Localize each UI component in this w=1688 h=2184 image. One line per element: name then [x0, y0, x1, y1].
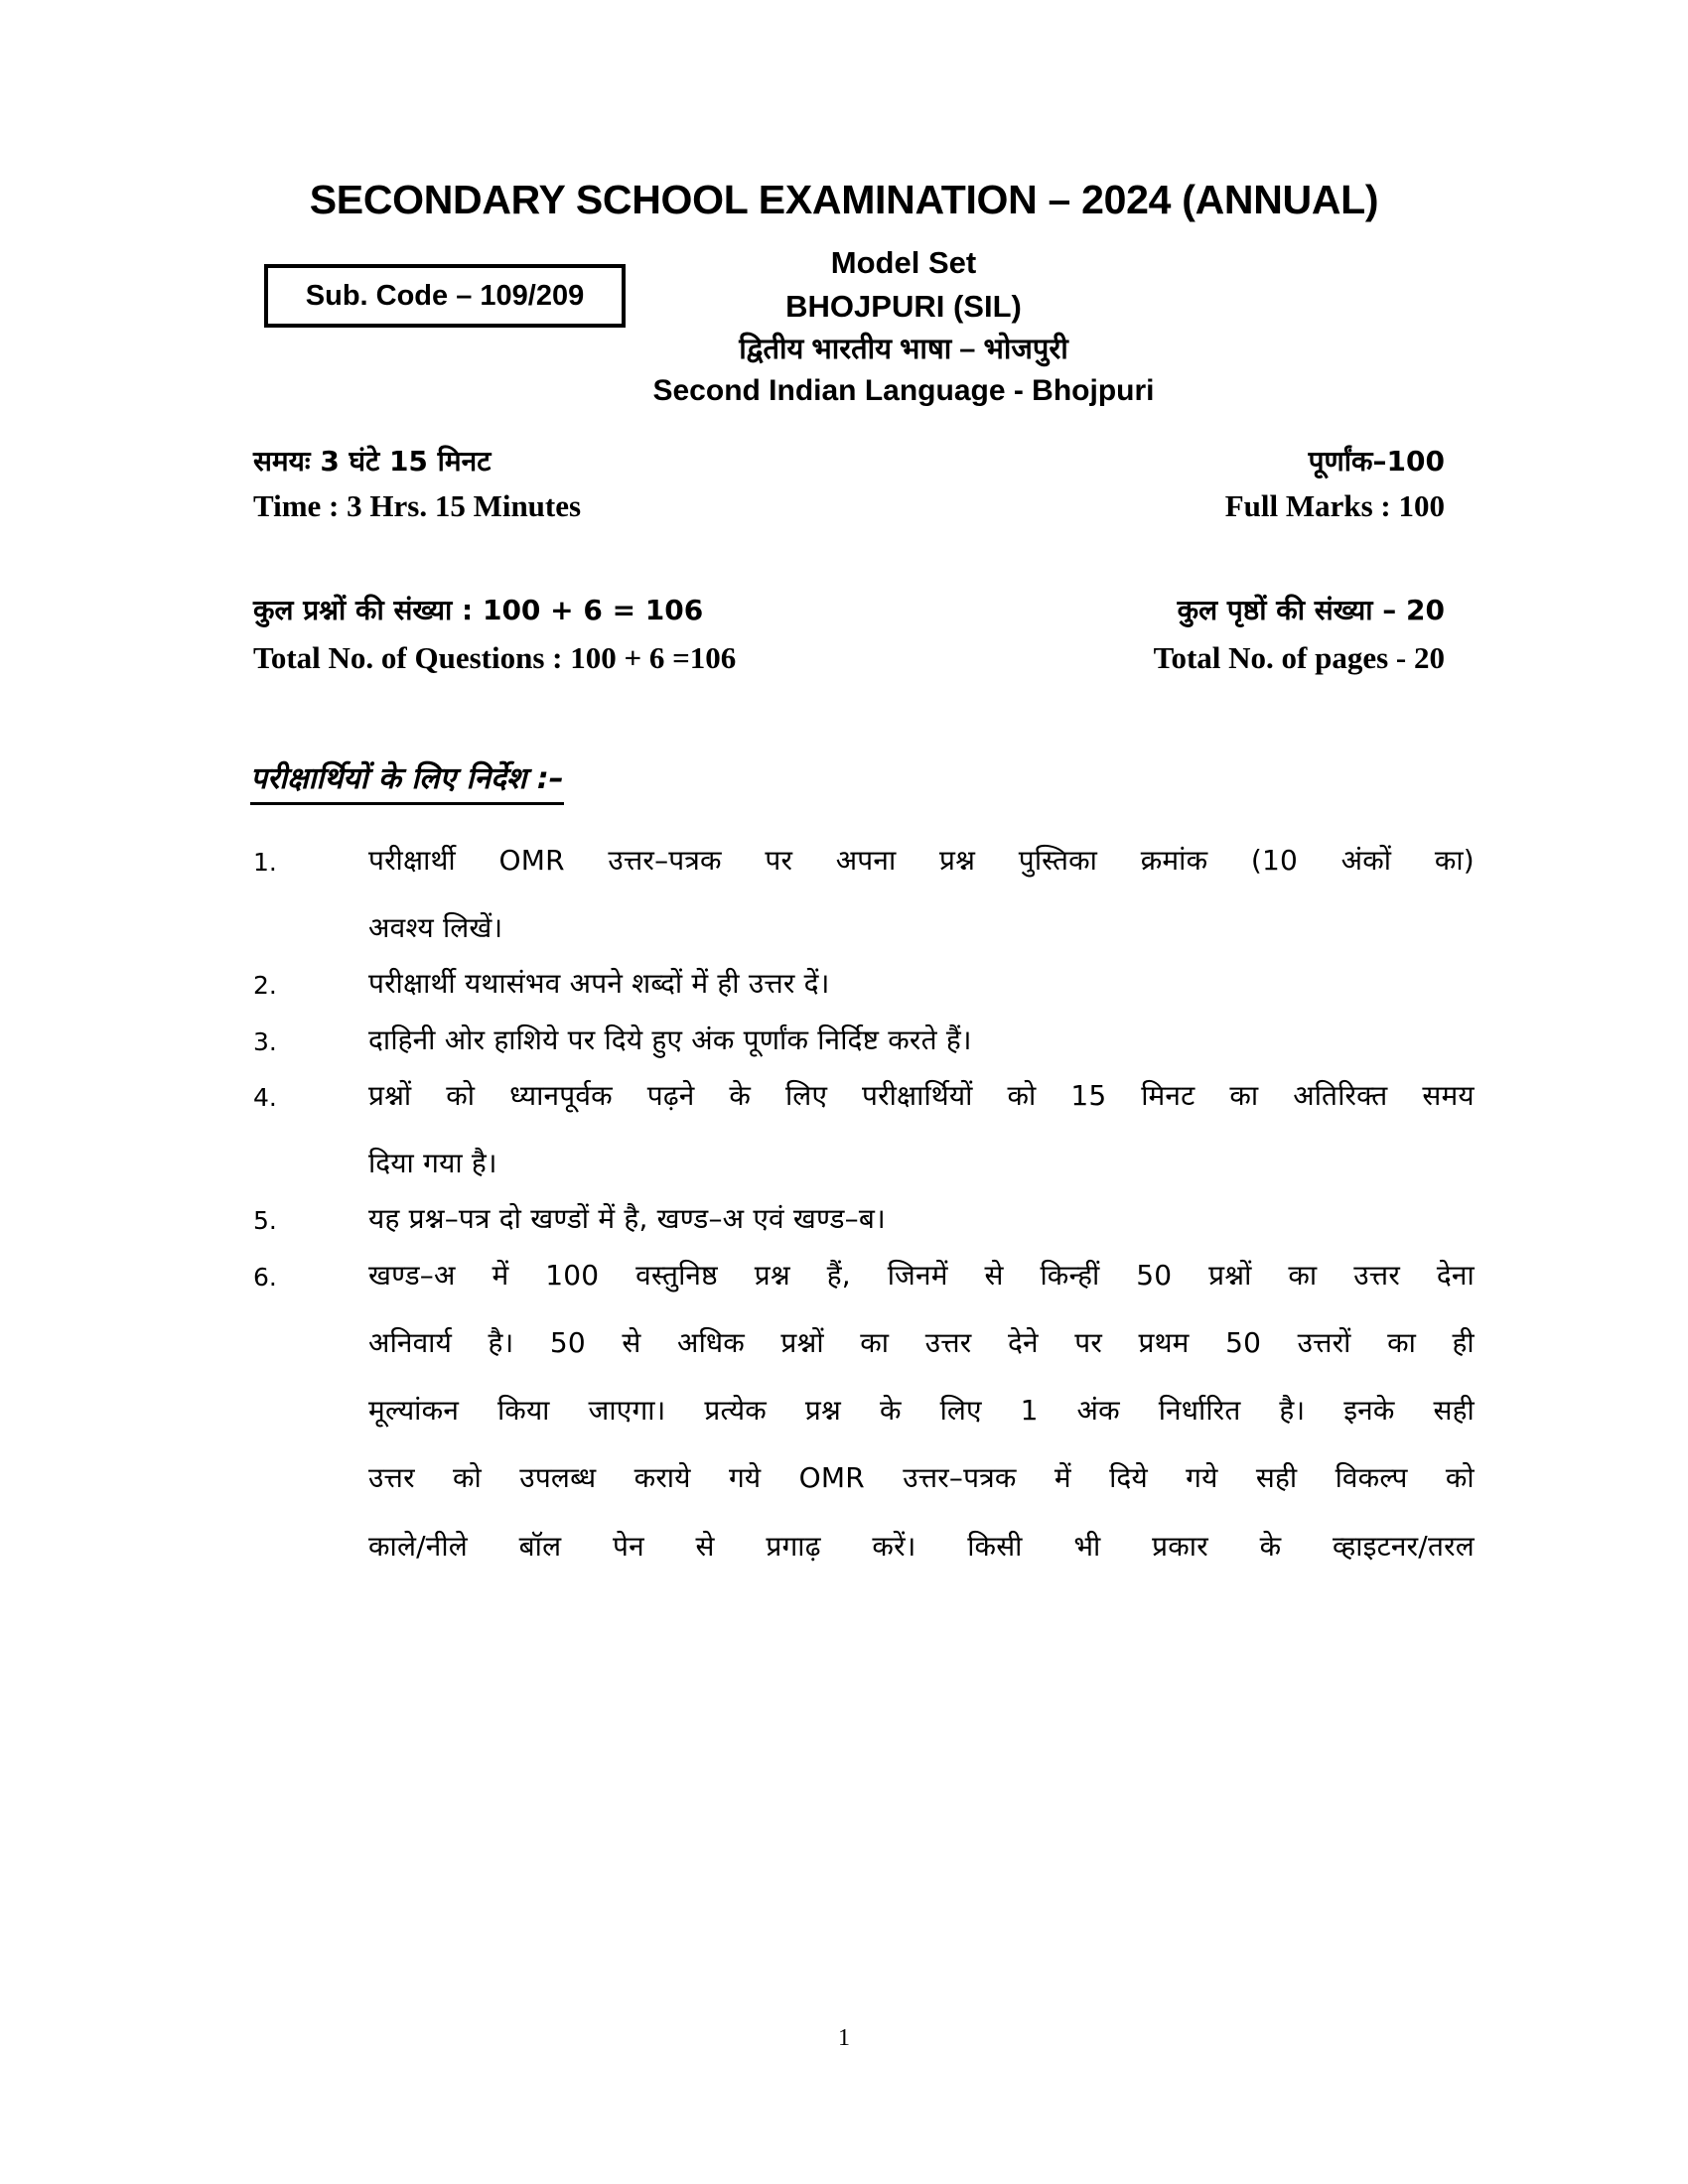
instruction-line [368, 1325, 1475, 1359]
instruction-word: का [1229, 1078, 1259, 1112]
instruction-line: अवश्य लिखें। [368, 911, 503, 945]
instruction-word: पुस्तिका [1018, 844, 1098, 877]
instruction-word: उत्तरों [1297, 1325, 1351, 1359]
subject-devanagari-label: द्वितीय भारतीय भाषा – भोजपुरी [739, 334, 1068, 366]
instruction-word: से [622, 1325, 641, 1359]
model-set-label: Model Set [830, 245, 977, 280]
instruction-number: 3. [253, 1026, 277, 1056]
instruction-text [368, 1025, 1475, 1055]
header-center-block [556, 243, 1251, 411]
instruction-word: प्रश्नों [1208, 1258, 1252, 1292]
instruction-text [368, 1204, 1475, 1234]
instruction-word: पर [765, 844, 793, 877]
instruction-word: पर [1074, 1325, 1102, 1359]
instruction-word: उत्तर [924, 1325, 972, 1359]
instruction-word: में [1054, 1461, 1071, 1495]
instruction-word: उत्तर [368, 1461, 415, 1495]
instruction-word: 1 [1020, 1394, 1039, 1428]
instruction-word: अधिक [676, 1325, 745, 1359]
instruction-word: प्रश्न [804, 1394, 842, 1428]
instruction-word: को [446, 1078, 476, 1112]
instruction-line [368, 1463, 1475, 1493]
instruction-line: यह प्रश्न–पत्र दो खण्डों में है, खण्ड–अ एवं खण्ड–ब। [368, 1202, 886, 1236]
instruction-word: प्रश्नों [780, 1325, 824, 1359]
instruction-word: भी [1073, 1529, 1101, 1563]
instruction-word: को [453, 1461, 482, 1495]
instruction-word: किया [496, 1394, 550, 1428]
instruction-word: कराये [633, 1461, 691, 1495]
instruction-text [368, 846, 1475, 943]
exam-title: SECONDARY SCHOOL EXAMINATION – 2024 (ANNUAL) [309, 177, 1379, 222]
time-english: Time : 3 Hrs. 15 Minutes [253, 488, 582, 523]
instruction-word: हैं, [826, 1258, 851, 1292]
instruction-word: प्रत्येक [704, 1394, 768, 1428]
instruction-word: निर्धारित [1158, 1394, 1241, 1428]
instruction-word: का [860, 1325, 890, 1359]
instruction-word: मूल्यांकन [368, 1394, 460, 1428]
instruction-line [368, 1258, 1475, 1292]
instruction-word: 50 [549, 1325, 586, 1359]
instruction-word: अनिवार्य [368, 1325, 453, 1359]
instruction-text [368, 969, 1475, 999]
instruction-word: जाएगा। [588, 1394, 666, 1428]
instruction-word: ध्यानपूर्वक [509, 1078, 613, 1112]
instruction-word: समय [1422, 1078, 1475, 1112]
instruction-word: लिए [939, 1394, 982, 1428]
total-pages-english: Total No. of pages - 20 [1153, 640, 1445, 675]
instruction-word: OMR [498, 844, 565, 877]
instruction-item [253, 969, 1475, 999]
instruction-word: वस्तुनिष्ठ [635, 1258, 718, 1292]
instruction-word: उपलब्ध [519, 1461, 597, 1495]
instruction-word: को [1445, 1461, 1475, 1495]
instruction-word: से [695, 1529, 715, 1563]
instruction-item [253, 1025, 1475, 1055]
instruction-number: 5. [253, 1206, 277, 1236]
instruction-word: के [1259, 1529, 1282, 1563]
instruction-word: उत्तर [1353, 1258, 1400, 1292]
time-marks-row-hindi [253, 442, 1445, 479]
instruction-line [368, 1078, 1475, 1112]
instruction-word: के [729, 1078, 752, 1112]
instruction-item [253, 846, 1475, 943]
instruction-word: बॉल [518, 1529, 562, 1563]
instruction-word: प्रश्नों [368, 1078, 412, 1112]
instruction-word: क्रमांक [1140, 844, 1208, 877]
instruction-word: मिनट [1141, 1078, 1196, 1112]
instruction-word: काले/नीले [368, 1529, 468, 1563]
subject-code-label: Sub. Code – 109/209 [305, 279, 585, 312]
instruction-word: किन्हीं [1040, 1258, 1100, 1292]
instruction-word: 15 [1070, 1078, 1107, 1112]
total-questions-hindi: कुल प्रश्नों की संख्या : 100 + 6 = 106 [253, 594, 704, 626]
instruction-word: परीक्षार्थी [368, 844, 456, 877]
instruction-line: परीक्षार्थी यथासंभव अपने शब्दों में ही उत्तर दें। [368, 967, 830, 1001]
instruction-word: देने [1007, 1325, 1039, 1359]
instruction-word: के [879, 1394, 902, 1428]
instruction-number: 6. [253, 1262, 277, 1292]
totals-row-english [253, 640, 1445, 676]
instruction-word: का [1288, 1258, 1318, 1292]
instruction-word: इनके [1343, 1394, 1395, 1428]
instruction-word: से [984, 1258, 1004, 1292]
instruction-word: अंक [1076, 1394, 1120, 1428]
instruction-word: पेन [612, 1529, 644, 1563]
instruction-word: उत्तर–पत्रक [608, 844, 722, 877]
instruction-word: खण्ड–अ [368, 1258, 456, 1292]
instruction-word: है। [1279, 1394, 1306, 1428]
instruction-word: OMR [798, 1461, 865, 1495]
instruction-word: है। [488, 1325, 514, 1359]
instruction-word: उत्तर–पत्रक [903, 1461, 1017, 1495]
page-number: 1 [838, 2025, 850, 2051]
instruction-word: परीक्षार्थियों [862, 1078, 973, 1112]
instruction-word: पढ़ने [646, 1078, 695, 1112]
full-marks-hindi: पूर्णांक–100 [1308, 445, 1445, 478]
instruction-item [253, 1258, 1475, 1563]
instruction-number: 2. [253, 971, 277, 1001]
instruction-line [368, 846, 1475, 876]
totals-row-hindi [253, 591, 1445, 628]
instruction-word: 50 [1225, 1325, 1262, 1359]
instruction-item [253, 1078, 1475, 1180]
instruction-word: गये [728, 1461, 762, 1495]
instruction-word: व्हाइटनर/तरल [1333, 1529, 1475, 1563]
instruction-word: लिए [785, 1078, 828, 1112]
instruction-word: ही [1452, 1325, 1475, 1359]
instruction-text [368, 1258, 1475, 1563]
time-hindi: समयः 3 घंटे 15 मिनट [253, 445, 492, 478]
instruction-word: में [492, 1258, 509, 1292]
instruction-line: दिया गया है। [368, 1147, 497, 1180]
instruction-word: प्रगाढ़ [766, 1529, 821, 1563]
instruction-word: अतिरिक्त [1293, 1078, 1388, 1112]
instruction-word: को [1007, 1078, 1037, 1112]
instruction-word: किसी [967, 1529, 1023, 1563]
instruction-word: जिनमें [887, 1258, 948, 1292]
instruction-text [368, 1078, 1475, 1180]
instruction-line: दाहिनी ओर हाशिये पर दिये हुए अंक पूर्णांक निर्दिष्ट करते हैं। [368, 1023, 972, 1056]
instruction-word: करें। [872, 1529, 916, 1563]
total-questions-english: Total No. of Questions : 100 + 6 =106 [253, 640, 737, 675]
subject-english-label: BHOJPURI (SIL) [785, 288, 1022, 324]
instruction-line [368, 1396, 1475, 1426]
instruction-number: 4. [253, 1082, 277, 1112]
instruction-word: सही [1255, 1461, 1298, 1495]
time-marks-row-english [253, 488, 1445, 524]
instruction-word: सही [1433, 1394, 1475, 1428]
instruction-word: गये [1186, 1461, 1218, 1495]
instruction-word: प्रथम [1138, 1325, 1190, 1359]
instruction-word: दिये [1109, 1461, 1148, 1495]
instruction-word: अंकों [1340, 844, 1392, 877]
instruction-word: का [1387, 1325, 1417, 1359]
full-marks-english: Full Marks : 100 [1224, 488, 1445, 523]
instruction-word: प्रश्न [939, 844, 976, 877]
instruction-word: 50 [1136, 1258, 1173, 1292]
instruction-word: अपना [835, 844, 897, 877]
instruction-word: 100 [545, 1258, 600, 1292]
instruction-word: देना [1436, 1258, 1475, 1292]
instruction-word: (10 [1250, 844, 1299, 877]
instructions-list [253, 846, 1475, 1587]
instructions-heading: परीक्षार्थियों के लिए निर्देश :– [250, 756, 564, 805]
total-pages-hindi: कुल पृष्ठों की संख्या – 20 [1177, 594, 1445, 626]
instruction-word: प्रकार [1152, 1529, 1208, 1563]
instruction-line [368, 1529, 1475, 1563]
instruction-number: 1. [253, 848, 277, 877]
subject-english-full-label: Second Indian Language - Bhojpuri [652, 374, 1155, 408]
instruction-word: प्रश्न [754, 1258, 790, 1292]
instruction-word: का) [1434, 844, 1475, 877]
instruction-item [253, 1204, 1475, 1234]
instruction-word: विकल्प [1335, 1461, 1408, 1495]
